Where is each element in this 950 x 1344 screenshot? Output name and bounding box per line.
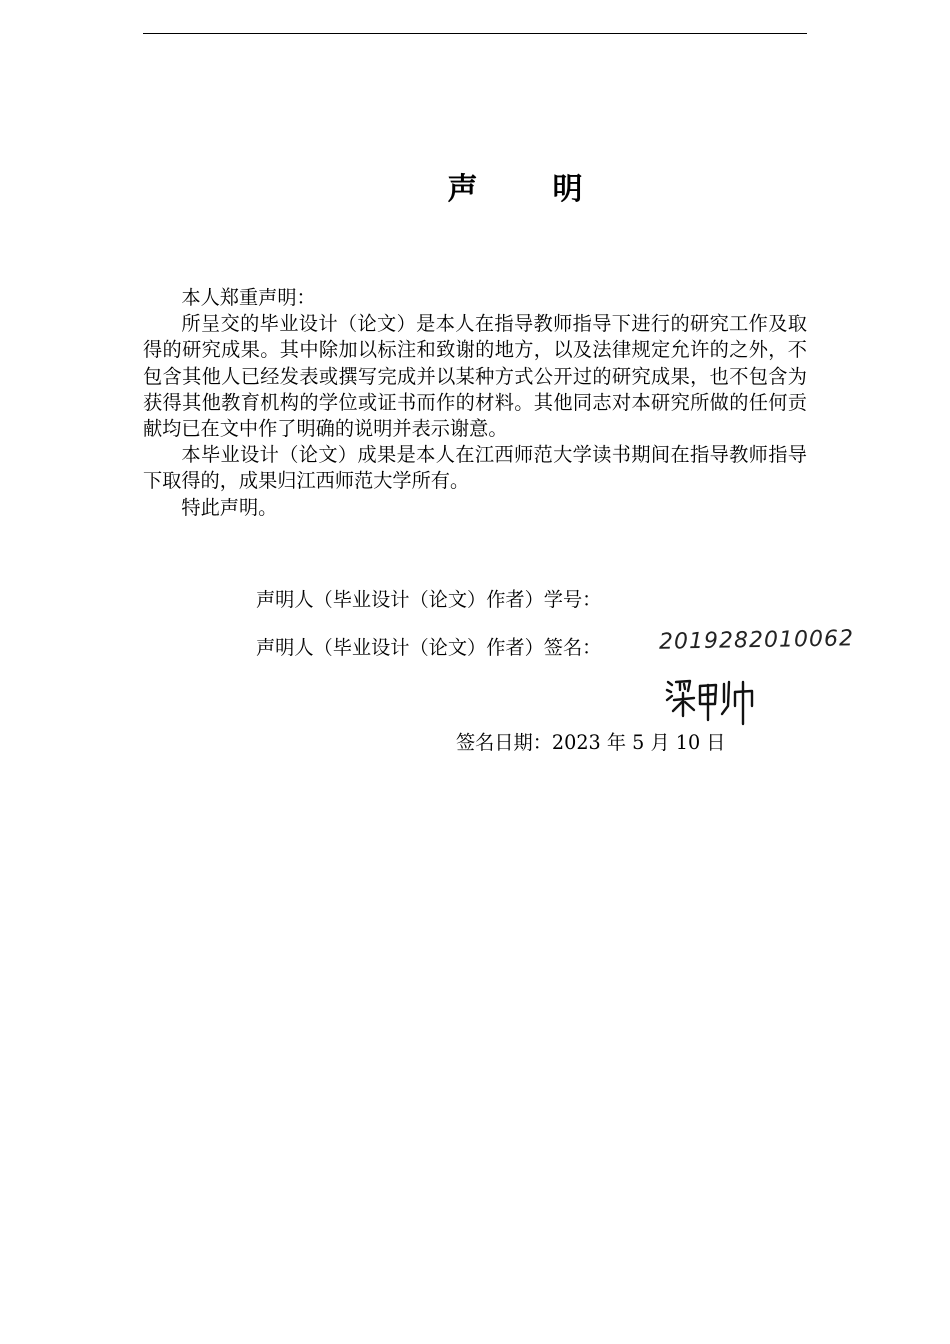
signature-label: 声明人（毕业设计（论文）作者）签名： [256,636,602,659]
signature-date: 签名日期：2023 年 5 月 10 日 [456,731,726,754]
declaration-paragraph-1: 所呈交的毕业设计（论文）是本人在指导教师指导下进行的研究工作及取得的研究成果。其中除加以标注和致谢的地方，以及法律规定允许的之外，不包含其他人已经发表或撰写完成并以某种方式公开过的研究成果，也不包含为获得其他教育机构的学位或证书而作的材料。其他同志对本研究所做的任何贡献均已在文中作了明确的说明并表示谢意。 [143,312,807,441]
page-title [0,168,950,212]
handwritten-student-id: 2019282010062 [658,626,855,655]
declaration-closing: 特此声明。 [181,495,278,519]
title-char-2: 明 [552,172,583,207]
student-id-label: 声明人（毕业设计（论文）作者）学号： [256,588,602,611]
declaration-intro: 本人郑重声明： [181,286,316,309]
handwritten-signature [664,676,760,728]
title-char-1: 声 [447,172,478,207]
declaration-body [143,285,807,521]
header-rule [143,33,807,34]
declaration-paragraph-2: 本毕业设计（论文）成果是本人在江西师范大学读书期间在指导教师指导下取得的，成果归江西师范大学所有。 [143,443,807,493]
